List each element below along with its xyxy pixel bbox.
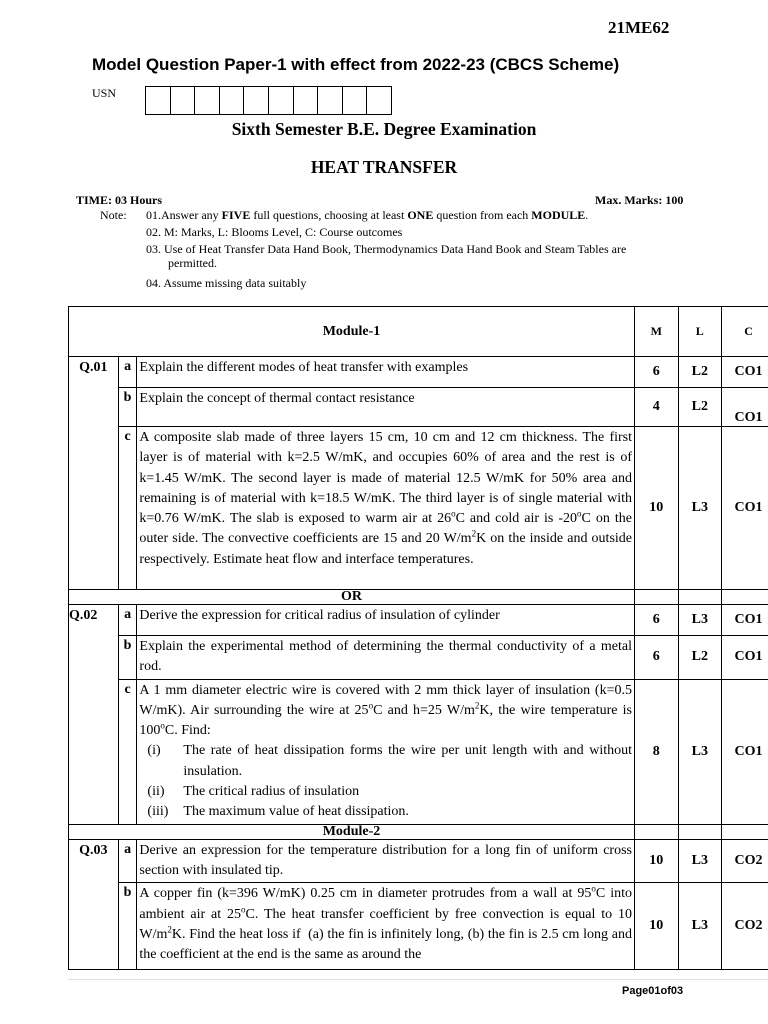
co-cell: CO1 [722,636,768,680]
level-cell: L2 [678,388,722,427]
module-2-heading: Module-2 [69,824,635,839]
footer-divider [68,979,768,980]
question-text: Explain the concept of thermal contact resistance [137,388,635,427]
table-row [69,357,768,388]
table-row [69,388,768,427]
table-row [69,839,768,883]
part-label: a [118,357,137,388]
marks-cell: 6 [635,636,679,680]
part-label: a [118,839,137,883]
usn-box [171,87,196,114]
paper-title: Model Question Paper-1 with effect from 2022-23 (CBCS Scheme) [92,55,620,74]
note-1: 01.Answer any FIVE full questions, choosing at least ONE question from each MODULE. [146,208,589,222]
usn-box [343,87,368,114]
usn-box [146,87,171,114]
question-text: A 1 mm diameter electric wire is covered with 2 mm thick layer of insulation (k=0.5 W/mK). Air surrounding the wire at 25$^o$C and h=25 $W/m^2K$, the wire temperature is 100$^o$C. Find: (i) The rate of heat dissipation forms the wire per unit length with and without insulation. (ii) The critical radius of insulation (iii) The maximum value of heat dissipation. [137,679,635,824]
module-1-heading: Module-1 [69,307,635,357]
usn-box [269,87,294,114]
subject-code: 21ME62 [608,18,670,37]
table-header-row [69,307,768,357]
question-table [68,306,768,970]
table-row [69,605,768,636]
marks-cell: 8 [635,679,679,824]
level-cell: L3 [678,679,722,824]
note-4: 04. Assume missing data suitably [146,276,307,290]
co-cell: CO1 [722,679,768,824]
table-row [69,636,768,680]
part-label: b [118,636,137,680]
question-text: Explain the different modes of heat transfer with examples [137,357,635,388]
table-row [69,679,768,824]
co-column-header: C [722,307,768,357]
semester-heading: Sixth Semester B.E. Degree Examination [231,119,537,139]
usn-box [220,87,245,114]
question-text: Explain the experimental method of determining the thermal conductivity of a metal rod. [137,636,635,680]
co-cell: CO2 [722,839,768,883]
marks-cell: 10 [635,427,679,590]
usn-box [367,87,392,114]
or-separator: OR [69,590,635,605]
question-number: Q.02 [69,605,119,825]
question-text: A composite slab made of three layers 15 cm, 10 cm and 12 cm thickness. The first layer is of material with k=2.5 W/mK, and occupies 60% of area and the rest is of k=1.45 W/mK. The second layer is made of material 12.5 W/mK for 50% area and remaining is of material with k=18.5 W/mK. The third layer is of single material with k=0.76 W/mK. The slab is exposed to warm air at 26$^o$C and cold air is -20$^o$C on the outer side. The convective coefficients are 15 and 20 $W/m^2K$ on the inside and outside respectively. Estimate heat flow and interface temperatures. [137,427,635,590]
module-row [69,824,768,839]
note-label: Note: [100,208,127,222]
max-marks: Max. Marks: 100 [595,193,684,207]
table-row [69,883,768,970]
marks-cell: 6 [635,605,679,636]
usn-box [318,87,343,114]
part-label: b [118,388,137,427]
marks-cell: 10 [635,883,679,970]
part-label: b [118,883,137,970]
question-text: A copper fin (k=396 W/mK) 0.25 cm in diameter protrudes from a wall at 95$^o$C into ambient air at 25$^o$C. The heat transfer coefficient by free convection is equal to 10 $W/m^2K$. Find the heat loss if (a) the fin is infinitely long, (b) the fin is 2.5 cm long and the coefficient at the end is the same as around the [137,883,635,970]
question-number: Q.03 [69,839,119,970]
note-2: 02. M: Marks, L: Blooms Level, C: Course outcomes [146,225,403,239]
usn-box [294,87,319,114]
co-cell: CO2 [722,883,768,970]
subject-heading: HEAT TRANSFER [310,157,458,177]
note-3: 03. Use of Heat Transfer Data Hand Book, Thermodynamics Data Hand Book and Steam Tables are permitted. [146,242,627,270]
usn-box [195,87,220,114]
usn-box [244,87,269,114]
marks-cell: 4 [635,388,679,427]
level-cell: L2 [678,357,722,388]
level-cell: L3 [678,605,722,636]
level-column-header: L [678,307,722,357]
level-cell: L3 [678,427,722,590]
question-text: Derive the expression for critical radius of insulation of cylinder [137,605,635,636]
question-number: Q.01 [69,357,119,590]
or-row [69,590,768,605]
co-cell: CO1 [722,605,768,636]
sub-question: (i) The rate of heat dissipation forms the wire per unit length with and without insulation. [147,743,632,779]
exam-time: TIME: 03 Hours [76,193,163,207]
marks-cell: 6 [635,357,679,388]
usn-boxes [145,86,392,115]
sub-question: (ii) The critical radius of insulation [147,784,360,800]
page-number: Page01of03 [622,985,684,997]
part-label: c [118,679,137,824]
table-row [69,427,768,590]
marks-column-header: M [635,307,679,357]
marks-cell: 10 [635,839,679,883]
co-cell: CO1 [722,427,768,590]
sub-question: (iii) The maximum value of heat dissipation. [147,804,409,820]
question-text: Derive an expression for the temperature distribution for a long fin of uniform cross section with insulated tip. [137,839,635,883]
level-cell: L3 [678,883,722,970]
level-cell: L2 [678,636,722,680]
part-label: a [118,605,137,636]
part-label: c [118,427,137,590]
usn-label: USN [92,86,117,100]
level-cell: L3 [678,839,722,883]
co-cell: CO1 [722,357,768,388]
co-cell: CO1 [722,388,768,427]
